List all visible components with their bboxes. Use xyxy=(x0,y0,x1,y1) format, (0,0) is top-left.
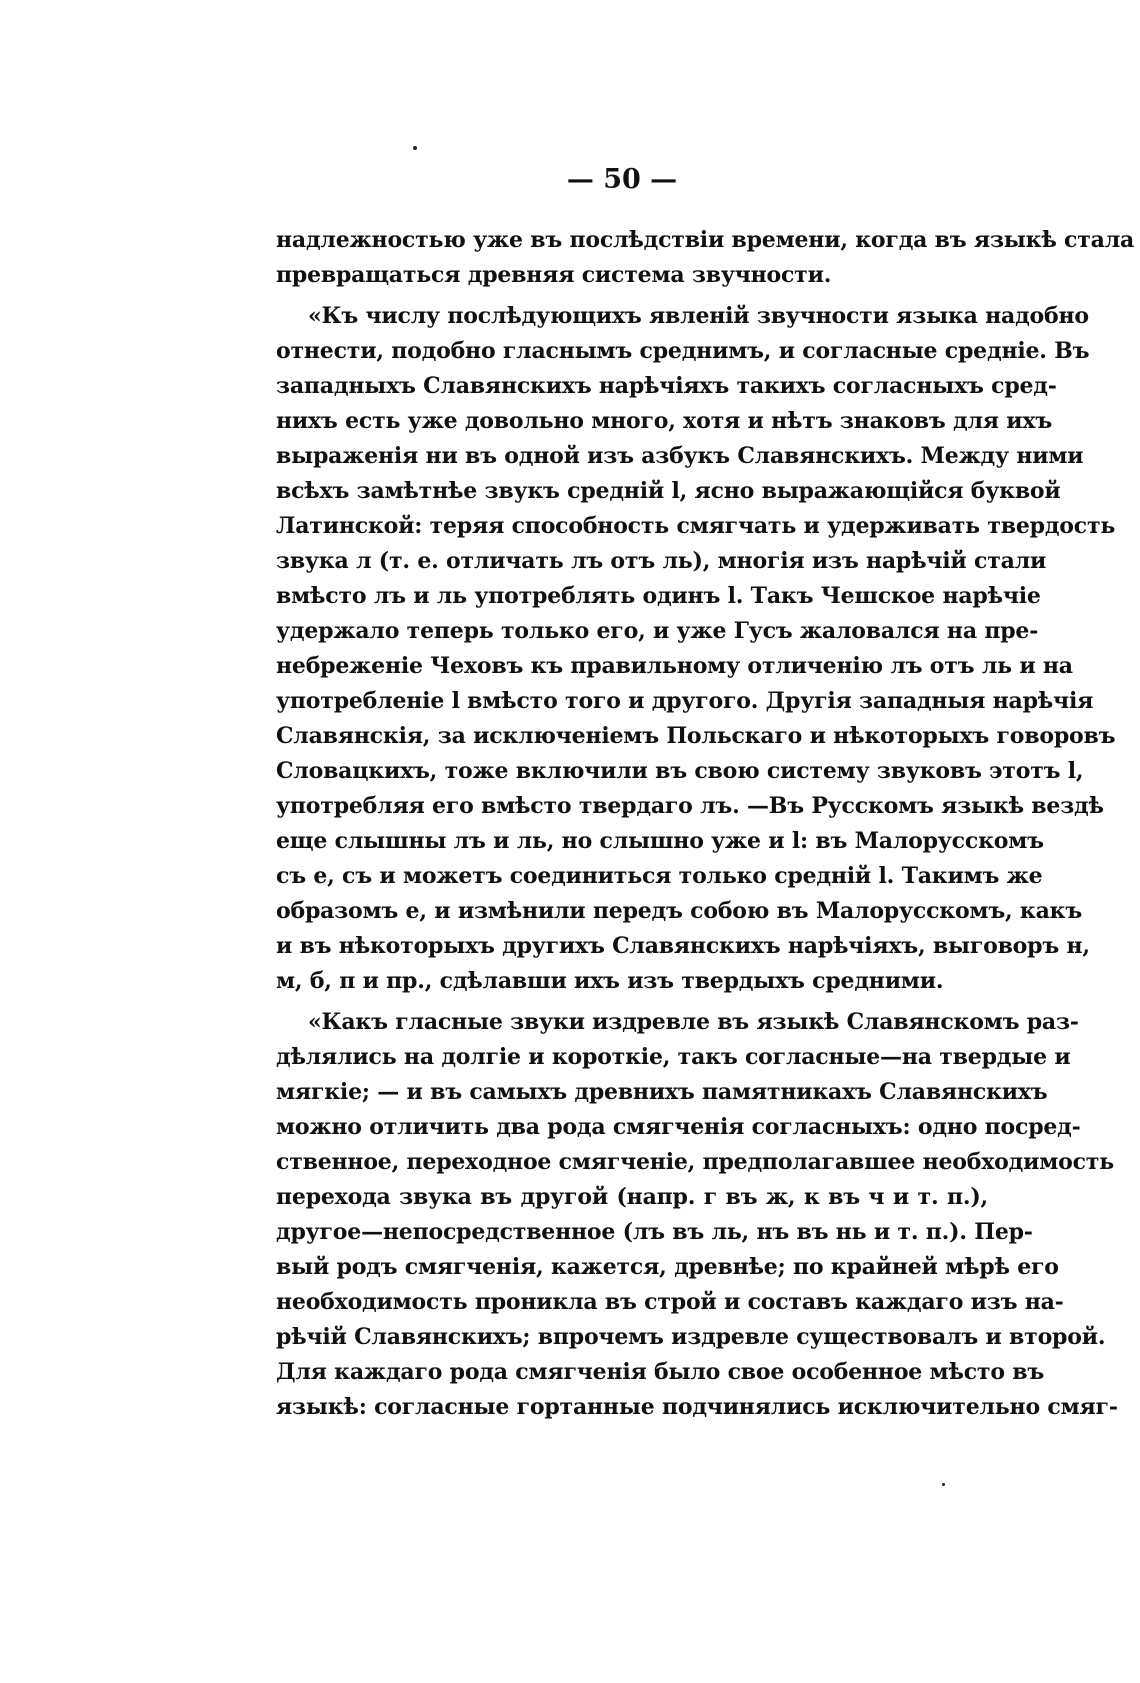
ink-speck xyxy=(413,146,417,150)
ink-speck xyxy=(942,1483,945,1486)
text-line: «Какъ гласные звуки издревле въ языкѣ Славянскомъ раз- xyxy=(308,1009,1079,1035)
text-line: дѣлялись на долгіе и короткіе, такъ согласные—на твердые и xyxy=(276,1044,1071,1070)
text-line: мягкіе; — и въ самыхъ древнихъ памятникахъ Славянскихъ xyxy=(276,1079,1048,1105)
text-line: Славянскія, за исключеніемъ Польскаго и нѣкоторыхъ говоровъ xyxy=(276,723,1116,749)
text-line: вый родъ смягченія, кажется, древнѣе; по крайней мѣрѣ его xyxy=(276,1254,1059,1280)
body-text xyxy=(276,223,1135,1425)
text-line: отнести, подобно гласнымъ среднимъ, и согласные средніе. Въ xyxy=(276,338,1090,364)
text-line: еще слышны лъ и ль, но слышно уже и l: въ Малорусскомъ xyxy=(276,828,1044,854)
text-line: «Къ числу послѣдующихъ явленій звучности языка надобно xyxy=(308,303,1089,329)
text-line: съ е, съ и можетъ соединиться только средній l. Такимъ же xyxy=(276,863,1043,889)
text-line: другое—непосредственное (лъ въ ль, нъ въ нь и т. п.). Пер- xyxy=(276,1219,1033,1245)
text-line: звука л (т. е. отличать лъ отъ ль), многія изъ нарѣчій стали xyxy=(276,548,1047,574)
text-line: небреженіе Чеховъ къ правильному отличенію лъ отъ ль и на xyxy=(276,653,1073,679)
text-line: употребляя его вмѣсто твердаго лъ. —Въ Русскомъ языкѣ вездѣ xyxy=(276,793,1104,819)
text-line: Словацкихъ, тоже включили въ свою систему звуковъ этотъ l, xyxy=(276,758,1084,784)
text-line: Латинской: теряя способность смягчать и удерживать твердость xyxy=(276,513,1116,539)
text-line: выраженія ни въ одной изъ азбукъ Славянскихъ. Между ними xyxy=(276,443,1084,469)
text-line: превращаться древняя система звучности. xyxy=(276,262,832,288)
page-number: — 50 — xyxy=(566,164,678,195)
text-line: западныхъ Славянскихъ нарѣчіяхъ такихъ согласныхъ сред- xyxy=(276,373,1057,399)
paragraph xyxy=(276,1005,1118,1425)
text-line: употребленіе l вмѣсто того и другого. Другія западныя нарѣчія xyxy=(276,688,1094,714)
text-line: удержало теперь только его, и уже Гусъ жаловался на пре- xyxy=(276,618,1039,644)
text-line: и въ нѣкоторыхъ другихъ Славянскихъ нарѣчіяхъ, выговоръ н, xyxy=(276,933,1090,959)
text-line: перехода звука въ другой (напр. г въ ж, к въ ч и т. п.), xyxy=(276,1184,988,1210)
text-line: Для каждаго рода смягченія было свое особенное мѣсто въ xyxy=(276,1359,1045,1385)
text-line: рѣчій Славянскихъ; впрочемъ издревле существовалъ и второй. xyxy=(276,1324,1106,1350)
text-line: можно отличить два рода смягченія согласныхъ: одно посред- xyxy=(276,1114,1081,1140)
text-line: необходимость проникла въ строй и составъ каждаго изъ на- xyxy=(276,1289,1064,1315)
text-line: языкѣ: согласные гортанные подчинялись исключительно смяг- xyxy=(276,1394,1118,1420)
text-line: надлежностью уже въ послѣдствіи времени, когда въ языкѣ стала xyxy=(276,227,1135,253)
paragraph xyxy=(276,223,1135,293)
text-line: всѣхъ замѣтнѣе звукъ средній l, ясно выражающійся буквой xyxy=(276,478,1061,504)
text-line: нихъ есть уже довольно много, хотя и нѣтъ знаковъ для ихъ xyxy=(276,408,1053,434)
text-line: ственное, переходное смягченіе, предполагавшее необходимость xyxy=(276,1149,1114,1175)
text-line: м, б, п и пр., сдѣлавши ихъ изъ твердыхъ средними. xyxy=(276,968,944,994)
text-line: образомъ е, и измѣнили передъ собою въ Малорусскомъ, какъ xyxy=(276,898,1083,924)
text-line: вмѣсто лъ и ль употреблять одинъ l. Такъ Чешское нарѣчіе xyxy=(276,583,1041,609)
paragraph xyxy=(276,299,1116,999)
